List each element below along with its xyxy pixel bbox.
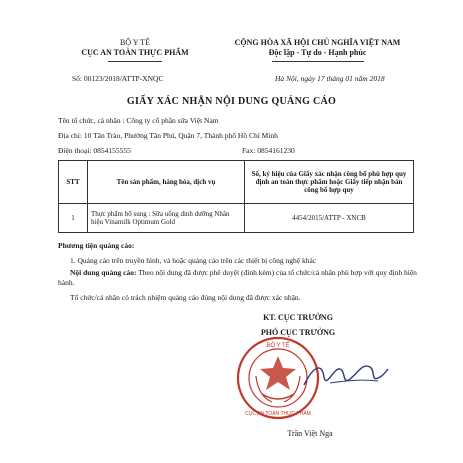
signature-title-2: PHÓ CỤC TRƯỞNG: [260, 328, 336, 337]
row-product: Thực phẩm bổ sung : Sữa uống dinh dưỡng Nhãn hiệu Vinamilk Optimum Gold: [88, 204, 245, 233]
ministry-name: BỘ Y TẾ: [120, 38, 150, 47]
applicant-fax-line: [242, 146, 295, 155]
handwritten-signature-icon: [300, 355, 390, 395]
applicant-phone-label: Điện thoại:: [58, 146, 94, 155]
row-stt: 1: [59, 204, 88, 233]
content-paragraph: [58, 268, 418, 288]
document-number: Số: 00123/2018/ATTP-XNQC: [72, 74, 164, 83]
signer-name: Trần Việt Nga: [287, 429, 333, 438]
method-item: 1. Quảng cáo trên truyền hình, và hoặc quảng cáo trên các thiết bị công nghệ khác: [70, 256, 317, 265]
svg-text:CỤC AN TOÀN THỰC PHẨM: CỤC AN TOÀN THỰC PHẨM: [245, 411, 311, 417]
applicant-fax-value: 0854161230: [257, 146, 295, 155]
applicant-name-value: Công ty cổ phần sữa Việt Nam: [126, 116, 219, 125]
header-product: Tên sản phẩm, hàng hóa, dịch vụ: [88, 161, 245, 204]
country-name: CỘNG HÒA XÃ HỘI CHỦ NGHĨA VIỆT NAM: [234, 38, 401, 47]
national-motto: Độc lập - Tự do - Hạnh phúc: [268, 48, 367, 57]
header-right: [205, 38, 430, 58]
document-title: GIẤY XÁC NHẬN NỘI DUNG QUẢNG CÁO: [126, 96, 337, 107]
header-left-rule: [108, 61, 162, 62]
content-label: Nội dung quảng cáo:: [70, 268, 137, 277]
svg-text:BỘ Y TẾ: BỘ Y TẾ: [266, 343, 290, 349]
responsibility-text: Tổ chức/cá nhân có trách nhiệm quảng cáo đúng nội dung đã được xác nhận.: [70, 293, 301, 302]
applicant-address-label: Địa chỉ:: [58, 131, 84, 140]
applicant-address-line: [58, 131, 278, 140]
table-row: [59, 204, 414, 233]
document-date: Hà Nội, ngày 17 tháng 01 năm 2018: [275, 74, 385, 83]
table-header-row: [59, 161, 414, 204]
applicant-address-value: 10 Tân Trào, Phường Tân Phú, Quận 7, Thành phố Hồ Chí Minh: [83, 131, 278, 140]
applicant-name-line: [58, 116, 219, 125]
header-right-rule: [272, 61, 364, 62]
applicant-fax-label: Fax:: [242, 146, 258, 155]
applicant-phone-line: [58, 146, 131, 155]
applicant-name-label: Tên tổ chức, cá nhân :: [58, 116, 127, 125]
content-text: Theo nội dung đã được phê duyệt (đính kèm) của tổ chức/cá nhân phù hợp với quy định hiện hành.: [58, 268, 417, 287]
signature-title-1: KT. CỤC TRƯỞNG: [263, 313, 333, 322]
header-certificate: Số, ký hiệu của Giấy xác nhận công bố phù hợp quy định an toàn thực phẩm hoặc Giấy tiếp nhận bản công bố hợp quy: [245, 161, 414, 204]
method-heading: Phương tiện quảng cáo:: [58, 241, 135, 250]
row-certificate: 4454/2015/ATTP - XNCB: [245, 204, 414, 233]
applicant-phone-value: 0854155555: [93, 146, 131, 155]
header-stt: STT: [59, 161, 88, 204]
agency-name: CỤC AN TOÀN THỰC PHẨM: [81, 48, 189, 57]
header-left: [60, 38, 210, 58]
product-table: [58, 160, 414, 233]
